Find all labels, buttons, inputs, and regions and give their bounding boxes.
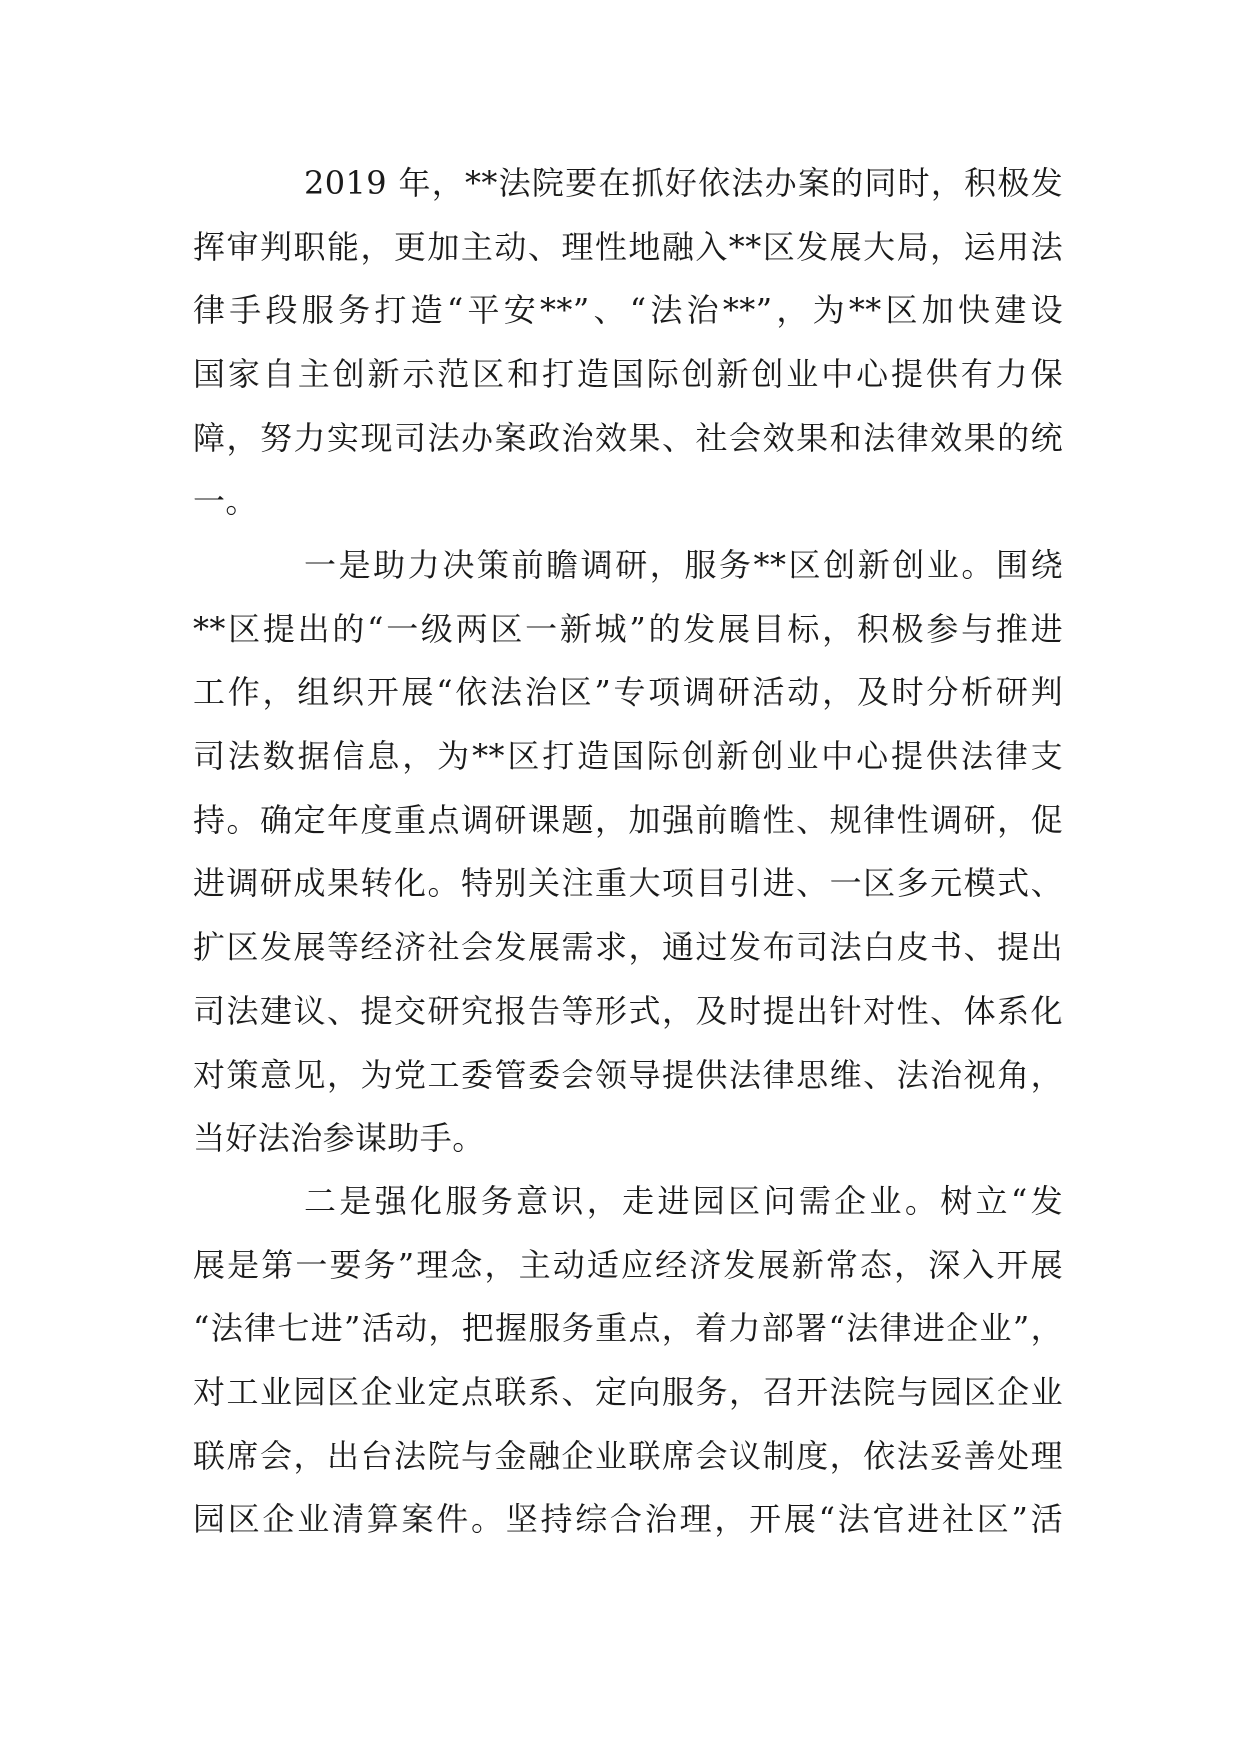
paragraph-line: 工作，组织开展“依法治区”专项调研活动，及时分析研判 <box>193 673 1063 712</box>
paragraph-line: 展是第一要务”理念，主动适应经济发展新常态，深入开展 <box>193 1245 1063 1284</box>
paragraph-line: 司法建议、提交研究报告等形式，及时提出针对性、体系化 <box>193 991 1063 1030</box>
paragraph-line: 园区企业清算案件。坚持综合治理，开展“法官进社区”活 <box>193 1500 1063 1539</box>
paragraph-line: 联席会，出台法院与金融企业联席会议制度，依法妥善处理 <box>193 1436 1063 1475</box>
paragraph-line: 二是强化服务意识，走进园区问需企业。树立“发 <box>304 1182 1063 1220</box>
paragraph-line: 当好法治参谋助手。 <box>193 1119 485 1158</box>
paragraph-line: 国家自主创新示范区和打造国际创新创业中心提供有力保 <box>193 355 1063 394</box>
paragraph-line: 对工业园区企业定点联系、定向服务，召开法院与园区企业 <box>193 1373 1063 1412</box>
paragraph-court-goals-2019 <box>193 152 1063 534</box>
paragraph-line: 2019 年，**法院要在抓好依法办案的同时，积极发 <box>304 164 1063 202</box>
paragraph-line: 一是助力决策前瞻调研，服务**区创新创业。围绕 <box>304 546 1063 584</box>
paragraph-line: 一。 <box>193 482 258 521</box>
paragraph-line: 律手段服务打造“平安**”、“法治**”，为**区加快建设 <box>193 291 1063 330</box>
paragraph-line: 挥审判职能，更加主动、理性地融入**区发展大局，运用法 <box>193 227 1063 266</box>
paragraph-line: 持。确定年度重点调研课题，加强前瞻性、规律性调研，促 <box>193 800 1063 839</box>
paragraph-research-support <box>193 534 1063 1171</box>
paragraph-line: 司法数据信息，为**区打造国际创新创业中心提供法律支 <box>193 737 1063 776</box>
paragraph-service-awareness <box>193 1170 1063 1552</box>
paragraph-line: “法律七进”活动，把握服务重点，着力部署“法律进企业”， <box>193 1309 1063 1348</box>
paragraph-line: 对策意见，为党工委管委会领导提供法律思维、法治视角， <box>193 1055 1063 1094</box>
paragraph-line: **区提出的“一级两区一新城”的发展目标，积极参与推进 <box>193 609 1063 648</box>
paragraph-line: 障，努力实现司法办案政治效果、社会效果和法律效果的统 <box>193 418 1063 457</box>
paragraph-line: 进调研成果转化。特别关注重大项目引进、一区多元模式、 <box>193 864 1063 903</box>
paragraph-line: 扩区发展等经济社会发展需求，通过发布司法白皮书、提出 <box>193 928 1063 967</box>
